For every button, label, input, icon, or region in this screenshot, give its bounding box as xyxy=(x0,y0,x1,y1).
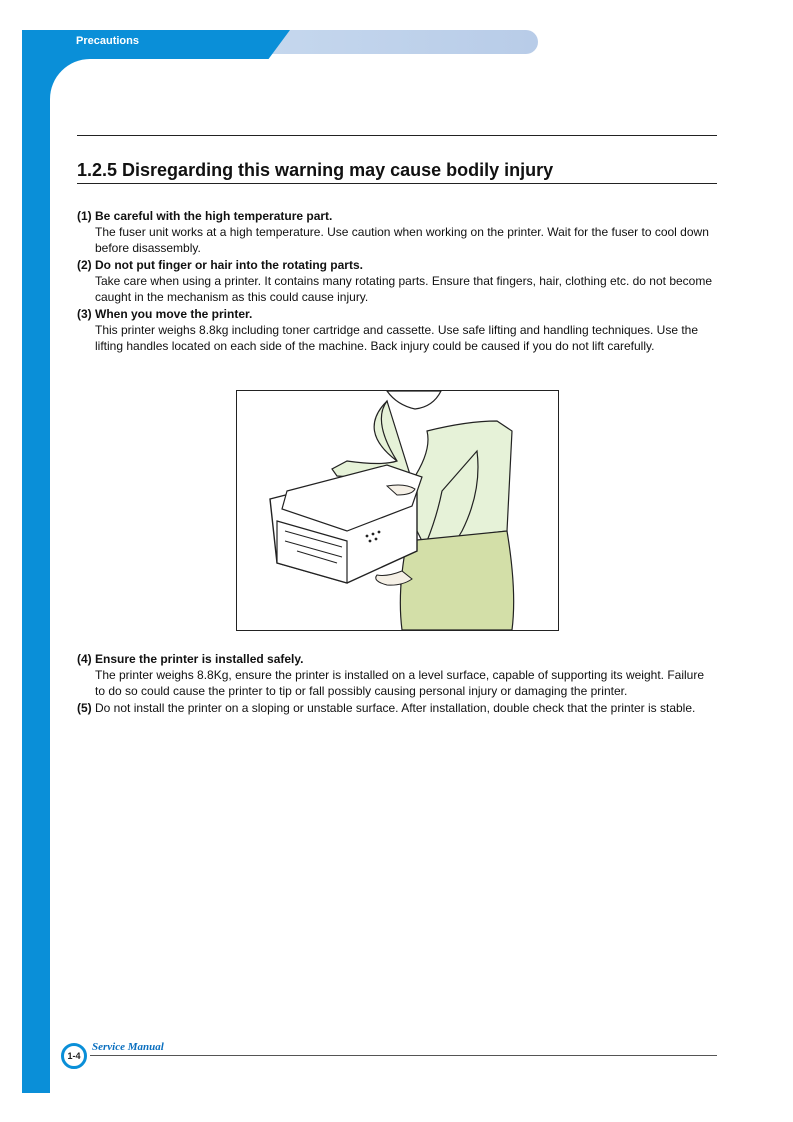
list-item xyxy=(77,257,713,305)
precaution-list-2 xyxy=(77,651,713,717)
footer-divider xyxy=(90,1055,717,1056)
left-accent-bar xyxy=(22,30,50,1093)
list-item xyxy=(77,651,713,699)
page-title: 1.2.5 Disregarding this warning may cause bodily injury xyxy=(77,160,717,184)
header-tab xyxy=(22,30,290,59)
item-number: (5) xyxy=(77,701,92,715)
footer-manual-label: Service Manual xyxy=(92,1041,164,1053)
lifting-figure xyxy=(236,390,559,631)
item-heading: (1) Be careful with the high temperature part. xyxy=(77,209,333,223)
section-label: Precautions xyxy=(76,35,139,47)
list-item xyxy=(77,208,713,256)
header-tab-extension xyxy=(250,30,538,54)
item-heading: (3) When you move the printer. xyxy=(77,307,253,321)
list-item xyxy=(77,306,713,354)
precaution-list-1 xyxy=(77,208,713,355)
header-corner xyxy=(50,59,90,99)
list-item xyxy=(77,700,713,716)
item-text: Do not install the printer on a sloping or unstable surface. After installation, double check that the printer is stable. xyxy=(91,701,696,715)
item-body: Take care when using a printer. It contains many rotating parts. Ensure that fingers, hair, clothing etc. do not become caught in the mechanism as this could cause injury. xyxy=(95,274,713,304)
item-body: The fuser unit works at a high temperature. Use caution when working on the printer. Wait for the fuser to cool down before disassembly. xyxy=(95,225,709,255)
item-body: The printer weighs 8.8Kg, ensure the printer is installed on a level surface, capable of supporting its weight. Failure to do so could cause the printer to tip or fall possibly causing personal injury or damaging the printer. xyxy=(95,668,704,698)
item-body: This printer weighs 8.8kg including toner cartridge and cassette. Use safe lifting and handling techniques. Use the lifting handles located on each side of the machine. Back injury could be caused if you do not lift carefully. xyxy=(95,323,699,353)
page-number-badge: 1-4 xyxy=(61,1043,87,1069)
item-heading: (2) Do not put finger or hair into the rotating parts. xyxy=(77,258,363,272)
person-lifting-printer-illustration xyxy=(237,391,558,630)
item-heading: (4) Ensure the printer is installed safely. xyxy=(77,652,304,666)
top-divider xyxy=(77,135,717,136)
